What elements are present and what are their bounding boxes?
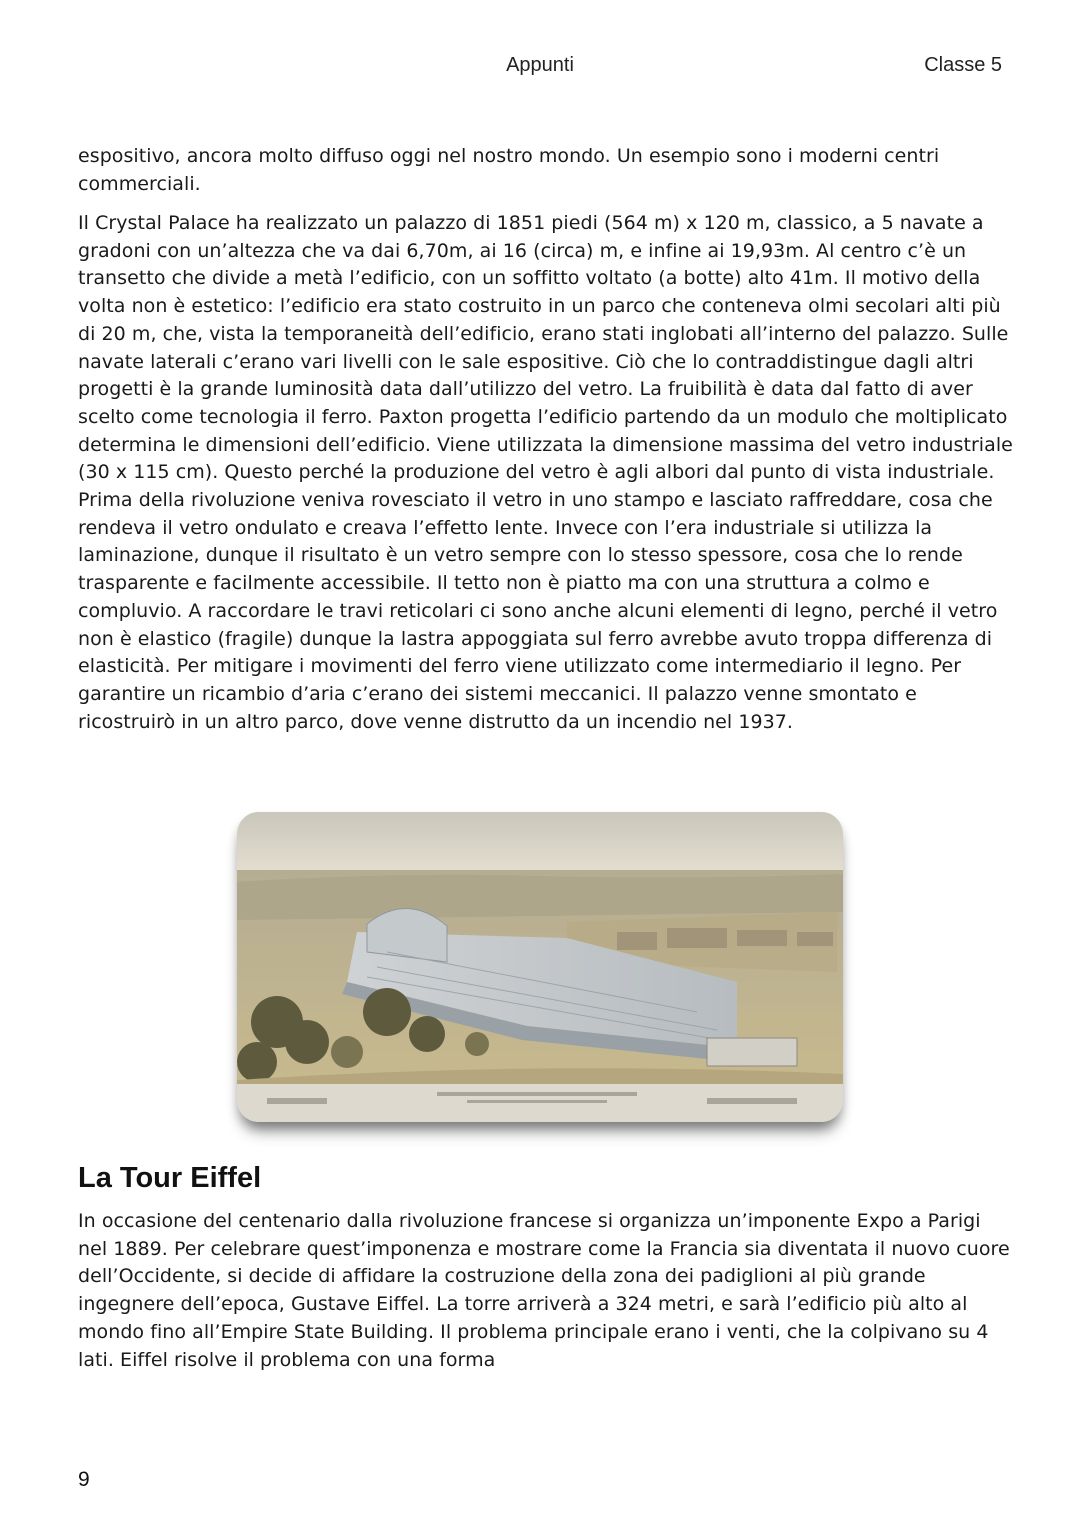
crystal-palace-illustration	[237, 812, 843, 1122]
page-header-title: Appunti	[506, 54, 574, 76]
section-heading-tour-eiffel: La Tour Eiffel	[78, 1162, 262, 1194]
page-header-class: Classe 5	[924, 54, 1002, 76]
paragraph-crystal-palace: Il Crystal Palace ha realizzato un palazzo di 1851 piedi (564 m) x 120 m, classico, a 5 navate a gradoni con un’altezza che va dai 6,70m, ai 16 (circa) m, e infine ai 19,93m. Al centro c’è un transetto che divide a metà l’edificio, con un soffitto voltato (a botte) alto 41m. Il motivo della volta non è estetico: l’edificio era stato costruito in un parco che conteneva olmi secolari alti più di 20 m, che, vista la temporaneità dell’edificio, erano stati inglobati all’interno del palazzo. Sulle navate laterali c’erano vari livelli con le sale espositive. Ciò che lo contraddistingue dagli altri progetti è la grande luminosità data dall’utilizzo del vetro. La fruibilità è data dal fatto di aver scelto come tecnologia il ferro. Paxton progetta l’edificio partendo da un modulo che moltiplicato determina le dimensioni dell’edificio. Viene utilizzata la dimensione massima del vetro industriale (30 x 115 cm). Questo perché la produzione del vetro è agli albori dal punto di vista industriale. Prima della rivoluzione veniva rovesciato il vetro in uno stampo e lasciato raffreddare, cosa che rendeva il vetro ondulato e creava l’effetto lente. Invece con l’era industriale si utilizza la laminazione, dunque il risultato è un vetro sempre con lo stesso spessore, cosa che lo rende trasparente e facilmente accessibile. Il tetto non è piatto ma con una struttura a colmo e compluvio. A raccordare le travi reticolari ci sono anche alcuni elementi di legno, perché il vetro non è elastico (fragile) dunque la lastra appoggiata sul ferro avrebbe avuto troppa differenza di elasticità. Per mitigare i movimenti del ferro viene utilizzato come intermediario il legno. Per garantire un ricambio d’aria c’erano dei sistemi meccanici. Il palazzo venne smontato e ricostruirò in un altro parco, dove venne distrutto da un incendio nel 1937.	[78, 212, 1013, 733]
page-number: 9	[78, 1468, 90, 1491]
paragraph-intro: espositivo, ancora molto diffuso oggi nel nostro mondo. Un esempio sono i moderni centri commerciali.	[78, 145, 940, 195]
paragraph-tour-eiffel: In occasione del centenario dalla rivoluzione francese si organizza un’imponente Expo a Parigi nel 1889. Per celebrare quest’imponenza e mostrare come la Francia sia diventata il nuovo cuore dell’Occidente, si decide di affidare la costruzione della zona dei padiglioni al più grande ingegnere dell’epoca, Gustave Eiffel. La torre arriverà a 324 metri, e sarà l’edificio più alto al mondo fino all’Empire State Building. Il problema principale erano i venti, che la colpivano su 4 lati. Eiffel risolve il problema con una forma	[78, 1210, 1010, 1371]
